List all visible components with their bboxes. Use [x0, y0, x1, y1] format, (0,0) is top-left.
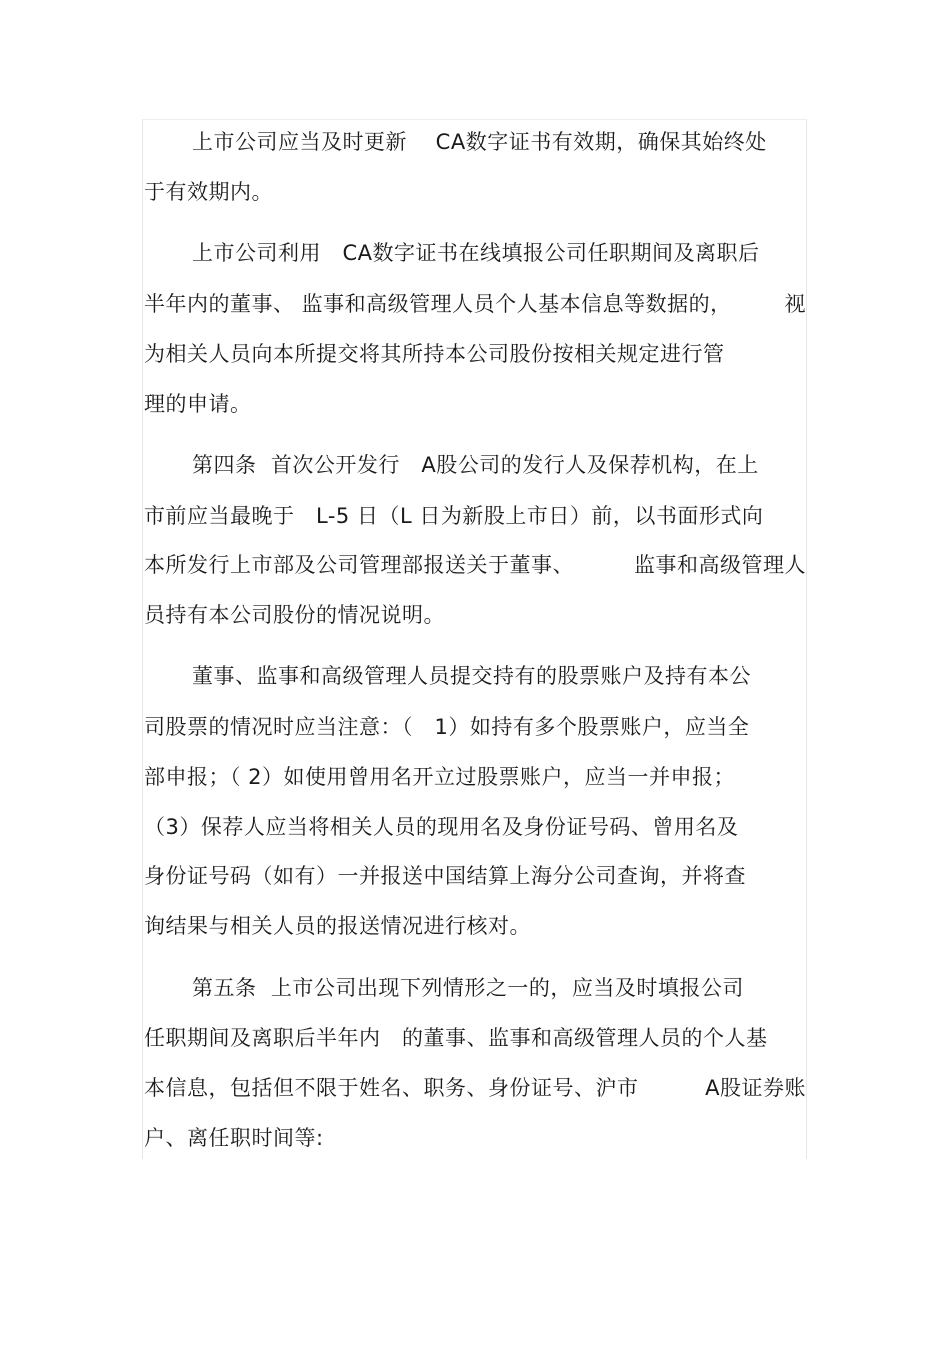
- paragraph-4-line-5: 身份证号码（如有）一并报送中国结算上海分公司查询，并将查: [144, 864, 746, 888]
- paragraph-3-line-4: 员持有本公司股份的情况说明。: [144, 603, 445, 627]
- paragraph-2-line-2-text: 半年内的董事、 监事和高级管理人员个人基本信息等数据的，: [144, 292, 732, 316]
- paragraph-5-line-2: 任职期间及离职后半年内 的董事、监事和高级管理人员的个人基: [144, 1026, 768, 1050]
- paragraph-4-line-3: 部申报；（ 2）如使用曾用名开立过股票账户，应当一并申报；: [144, 765, 736, 789]
- paragraph-1-line-1: 上市公司应当及时更新 CA数字证书有效期，确保其始终处: [192, 130, 767, 154]
- paragraph-3-line-3-text: 本所发行上市部及公司管理部报送关于董事、: [144, 553, 574, 577]
- paragraph-4-line-2: 司股票的情况时应当注意：（ 1）如持有多个股票账户，应当全: [144, 715, 750, 739]
- paragraph-1-line-2: 于有效期内。: [144, 180, 273, 204]
- paragraph-3-line-3-tail: 监事和高级管理人: [634, 553, 806, 577]
- paragraph-3-line-3: [144, 550, 806, 580]
- paragraph-3-line-2: 市前应当最晚于 L-5 日（L 日为新股上市日）前，以书面形式向: [144, 504, 764, 528]
- paragraph-5-line-3-tail: A股证券账: [705, 1076, 806, 1100]
- paragraph-5-line-1: 第五条 上市公司出现下列情形之一的，应当及时填报公司: [192, 976, 744, 1000]
- page-frame: [142, 119, 807, 1159]
- paragraph-2-line-2: [144, 289, 806, 319]
- paragraph-3-line-1: 第四条 首次公开发行 A股公司的发行人及保荐机构，在上: [192, 453, 759, 477]
- paragraph-2-line-1: 上市公司利用 CA数字证书在线填报公司任职期间及离职后: [192, 241, 760, 265]
- paragraph-2-line-2-tail: 视: [784, 292, 806, 316]
- paragraph-5-line-3-text: 本信息，包括但不限于姓名、职务、身份证号、沪市: [144, 1076, 639, 1100]
- paragraph-4-line-4: （3）保荐人应当将相关人员的现用名及身份证号码、曾用名及: [144, 815, 739, 839]
- paragraph-2-line-3: 为相关人员向本所提交将其所持本公司股份按相关规定进行管: [144, 342, 725, 366]
- paragraph-4-line-6: 询结果与相关人员的报送情况进行核对。: [144, 914, 531, 938]
- paragraph-5-line-4: 户、离任职时间等:: [144, 1126, 324, 1150]
- paragraph-4-line-1: 董事、监事和高级管理人员提交持有的股票账户及持有本公: [192, 664, 751, 688]
- paragraph-5-line-3: [144, 1073, 806, 1103]
- paragraph-2-line-4: 理的申请。: [144, 392, 252, 416]
